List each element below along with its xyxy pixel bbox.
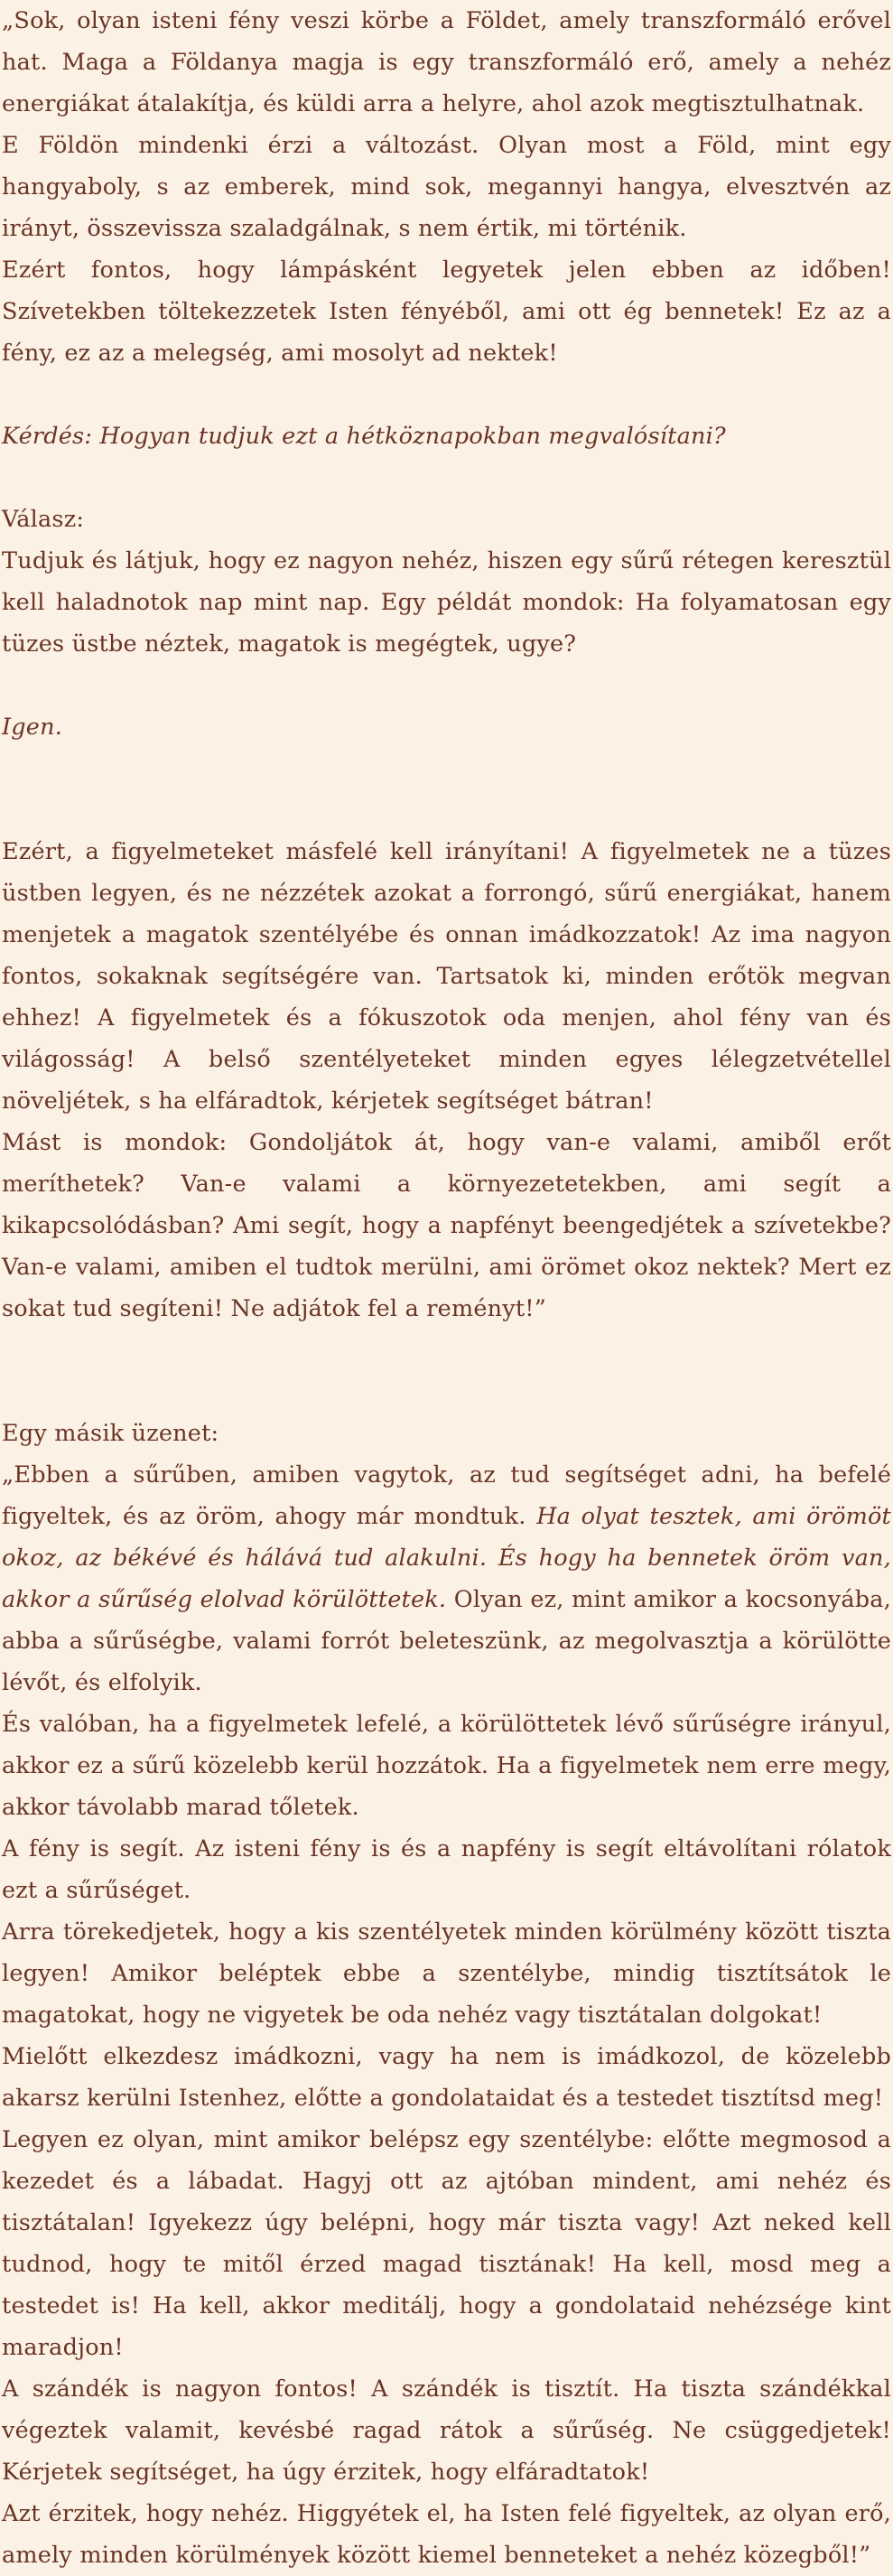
paragraph [2, 540, 891, 665]
paragraph [2, 2119, 891, 2368]
text-run: A szándék is nagyon fontos! A szándék is tisztít. Ha tiszta szándékkal végeztek valamit, kevésbé ragad rátok a sűrűség. Ne csüggedjetek! Kérjetek segítséget, ha úgy érzitek, hogy elfáradtatok! [2, 2375, 891, 2486]
italic-text: Igen. [2, 714, 63, 741]
paragraph [2, 1911, 891, 2036]
text-run: Válasz: [2, 506, 85, 533]
paragraph-spacer [2, 665, 891, 706]
text-run: Ezért fontos, hogy lámpásként legyetek jelen ebben az időben! Szívetekben töltekezzetek Isten fényéből, ami ott ég bennetek! Ez az a fény, ez az a melegség, ami mosolyt ad nektek! [2, 257, 891, 367]
text-run: Olyan ez, mint amikor a kocsonyába, abba a sűrűségbe, valami forrót beleteszünk, az megolvasztja a körülötte lévőt, és elfolyik. [2, 1586, 891, 1696]
text-run: Egy másik üzenet: [2, 1420, 219, 1447]
text-run: Tudjuk és látjuk, hogy ez nagyon nehéz, hiszen egy sűrű rétegen keresztül kell haladnotok nap mint nap. Egy példát mondok: Ha folyamatosan egy tüzes üstbe néztek, magatok is megégtek, ugye? [2, 547, 891, 658]
italic-text: Kérdés: Hogyan tudjuk ezt a hétköznapokban megvalósítani? [2, 423, 726, 450]
text-run: Azt érzitek, hogy nehéz. Higgyétek el, ha Isten felé figyeltek, az olyan erő, amely minden körülmények között kiemel benneteket a nehéz közegből!” [2, 2500, 891, 2569]
paragraph [2, 499, 891, 540]
paragraph [2, 831, 891, 1122]
paragraph [2, 1454, 891, 1703]
paragraph [2, 125, 891, 249]
paragraph-spacer [2, 1330, 891, 1371]
text-run: Mást is mondok: Gondoljátok át, hogy van-e valami, amiből erőt meríthetek? Van-e valami a környezetetekben, ami segít a kikapcsolódásban? Ami segít, hogy a napfényt beengedjétek a szívetekbe? Van-e valami, amiben el tudtok merülni, ami örömet okoz nektek? Mert ez sokat tud segíteni! Ne adjátok fel a reményt!” [2, 1129, 891, 1322]
text-run: Mielőtt elkezdesz imádkozni, vagy ha nem is imádkozol, de közelebb akarsz kerülni Istenhez, előtte a gondolataidat és a testedet tisztítsd meg! [2, 2043, 891, 2112]
text-run: Ezért, a figyelmeteket másfelé kell irányítani! A figyelmetek ne a tüzes üstben legyen, és ne nézzétek azokat a forrongó, sűrű energiákat, hanem menjetek a magatok szentélyébe és onnan imádkozzatok! Az ima nagyon fontos, sokaknak segítségére van. Tartsatok ki, minden erőtök megvan ehhez! A figyelmetek és a fókuszotok oda menjen, ahol fény van és világosság! A belső szentélyeteket minden egyes lélegzetvétellel növeljétek, s ha elfáradtok, kérjetek segítséget bátran! [2, 838, 891, 1115]
paragraph [2, 0, 891, 125]
paragraph [2, 415, 891, 457]
paragraph [2, 1122, 891, 1330]
text-run: „Ebben a sűrűben, amiben vagytok, az tud segítséget adni, ha befelé figyeltek, és az öröm, ahogy már mondtuk. [2, 1461, 891, 1530]
paragraph [2, 2493, 891, 2576]
paragraph-spacer [2, 457, 891, 499]
italic-text: Ha olyat tesztek, ami örömöt okoz, az békévé és hálává tud alakulni. És hogy ha bennetek öröm van, akkor a sűrűség elolvad körülöttetek. [2, 1503, 892, 1613]
text-run: Legyen ez olyan, mint amikor belépsz egy szentélybe: előtte megmosod a kezedet és a lábadat. Hagyj ott az ajtóban mindent, ami nehéz és tisztátalan! Igyekezz úgy belépni, hogy már tiszta vagy! Azt neked kell tudnod, hogy te mitől érzed magad tisztának! Ha kell, mosd meg a testedet is! Ha kell, akkor meditálj, hogy a gondolataid nehézsége kint maradjon! [2, 2126, 891, 2361]
paragraph [2, 1828, 891, 1911]
paragraph-spacer [2, 789, 891, 831]
paragraph [2, 1703, 891, 1828]
paragraph [2, 2036, 891, 2119]
text-run: A fény is segít. Az isteni fény is és a napfény is segít eltávolítani rólatok ezt a sűrűséget. [2, 1835, 891, 1904]
paragraph [2, 2368, 891, 2493]
paragraph-spacer [2, 1371, 891, 1413]
text-run: Arra törekedjetek, hogy a kis szentélyetek minden körülmény között tiszta legyen! Amikor beléptek ebbe a szentélybe, mindig tisztítsátok le magatokat, hogy ne vigyetek be oda nehéz vagy tisztátalan dolgokat! [2, 1918, 891, 2029]
paragraph [2, 706, 891, 748]
paragraph-spacer [2, 748, 891, 789]
paragraph [2, 1413, 891, 1454]
text-run: És valóban, ha a figyelmetek lefelé, a körülöttetek lévő sűrűségre irányul, akkor ez a sűrű közelebb kerül hozzátok. Ha a figyelmetek nem erre megy, akkor távolabb marad tőletek. [2, 1711, 891, 1821]
text-run: „Sok, olyan isteni fény veszi körbe a Földet, amely transzformáló erővel hat. Maga a Földanya magja is egy transzformáló erő, amely a nehéz energiákat átalakítja, és küldi arra a helyre, ahol azok megtisztulhatnak. [2, 7, 891, 117]
paragraph-spacer [2, 374, 891, 415]
paragraph [2, 249, 891, 374]
text-run: E Földön mindenki érzi a változást. Olyan most a Föld, mint egy hangyaboly, s az emberek, mind sok, megannyi hangya, elvesztvén az irányt, összevissza szaladgálnak, s nem értik, mi történik. [2, 132, 891, 242]
